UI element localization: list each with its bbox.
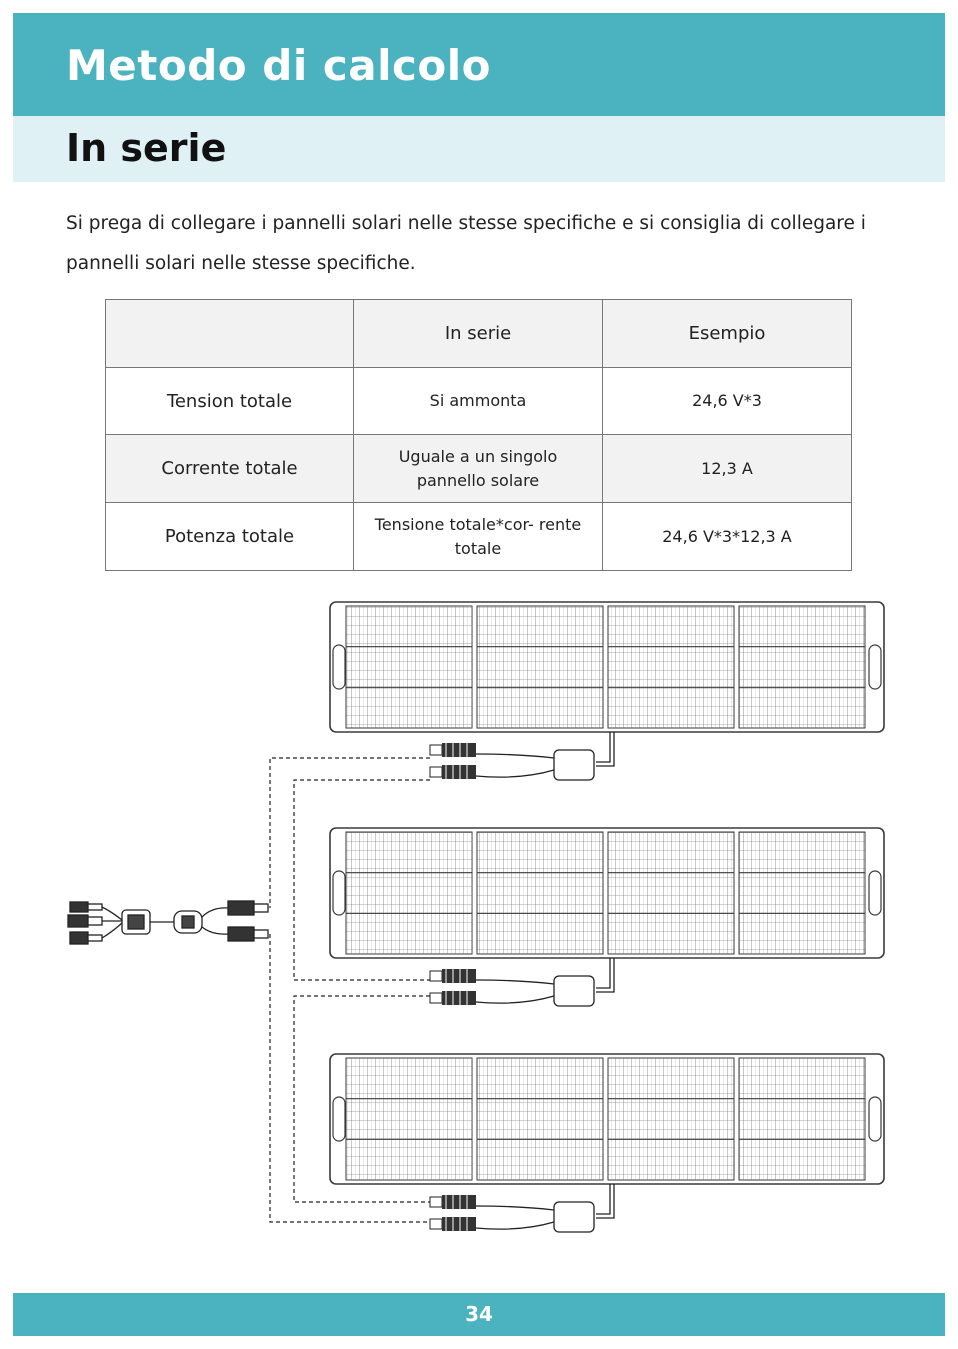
table-header-cell [106,300,354,368]
subtitle-bar [13,116,945,182]
panel-output-cable [476,958,614,1006]
table-row [106,435,852,503]
solar-module [739,832,865,954]
solar-module [608,1058,734,1180]
mc4-connector-icon [430,1195,476,1209]
serie-cell: Si ammonta [354,368,603,435]
table-row [106,503,852,571]
esempio-cell: 24,6 V*3*12,3 A [603,503,852,571]
solar-module [477,1058,603,1180]
solar-module [346,1058,472,1180]
handle-icon [869,1097,881,1141]
serie-cell: Uguale a un singolo pannello solare [354,435,603,503]
page-title: Metodo di calcolo [66,41,491,90]
solar-module [346,832,472,954]
table-row [106,368,852,435]
handle-icon [333,645,345,689]
intro-paragraph: Si prega di collegare i pannelli solari nelle stesse specifiche e si consiglia di collegare i pannelli solari nelle stesse specifiche. [66,213,866,274]
section-title: In serie [66,126,227,170]
solar-module [346,606,472,728]
panel-output-cable [476,732,614,780]
table-header-cell: Esempio [603,300,852,368]
spec-table [105,299,852,571]
handle-icon [869,645,881,689]
solar-module [477,606,603,728]
esempio-cell: 24,6 V*3 [603,368,852,435]
mc4-connector-icon [228,927,268,941]
serie-cell: Tensione totale*cor- rente totale [354,503,603,571]
panel-output-cable [476,1184,614,1232]
page-number: 34 [465,1302,493,1326]
solar-panel [330,1054,884,1232]
esempio-cell: 12,3 A [603,435,852,503]
series-wiring-diagram [0,590,958,1240]
mc4-connector-icon [228,901,268,915]
solar-module [739,606,865,728]
y-branch-connector-cable [68,901,268,944]
solar-panel [330,828,884,1006]
plug-end-icon [70,902,102,912]
mc4-connector-icon [430,991,476,1005]
row-label: Potenza totale [106,503,354,571]
row-label: Tension totale [106,368,354,435]
solar-panel [330,602,884,780]
mc4-connector-icon [430,969,476,983]
handle-icon [333,871,345,915]
handle-icon [869,871,881,915]
plug-end-icon [70,932,102,944]
table-header-cell: In serie [354,300,603,368]
plug-end-icon [68,915,102,927]
mc4-connector-icon [430,743,476,757]
handle-icon [333,1097,345,1141]
mc4-connector-icon [430,765,476,779]
footer-bar [13,1293,945,1336]
mc4-connector-icon [430,1217,476,1231]
table-header-row [106,300,852,368]
solar-module [608,606,734,728]
row-label: Corrente totale [106,435,354,503]
solar-module [608,832,734,954]
solar-module [739,1058,865,1180]
title-bar [13,13,945,116]
solar-module [477,832,603,954]
